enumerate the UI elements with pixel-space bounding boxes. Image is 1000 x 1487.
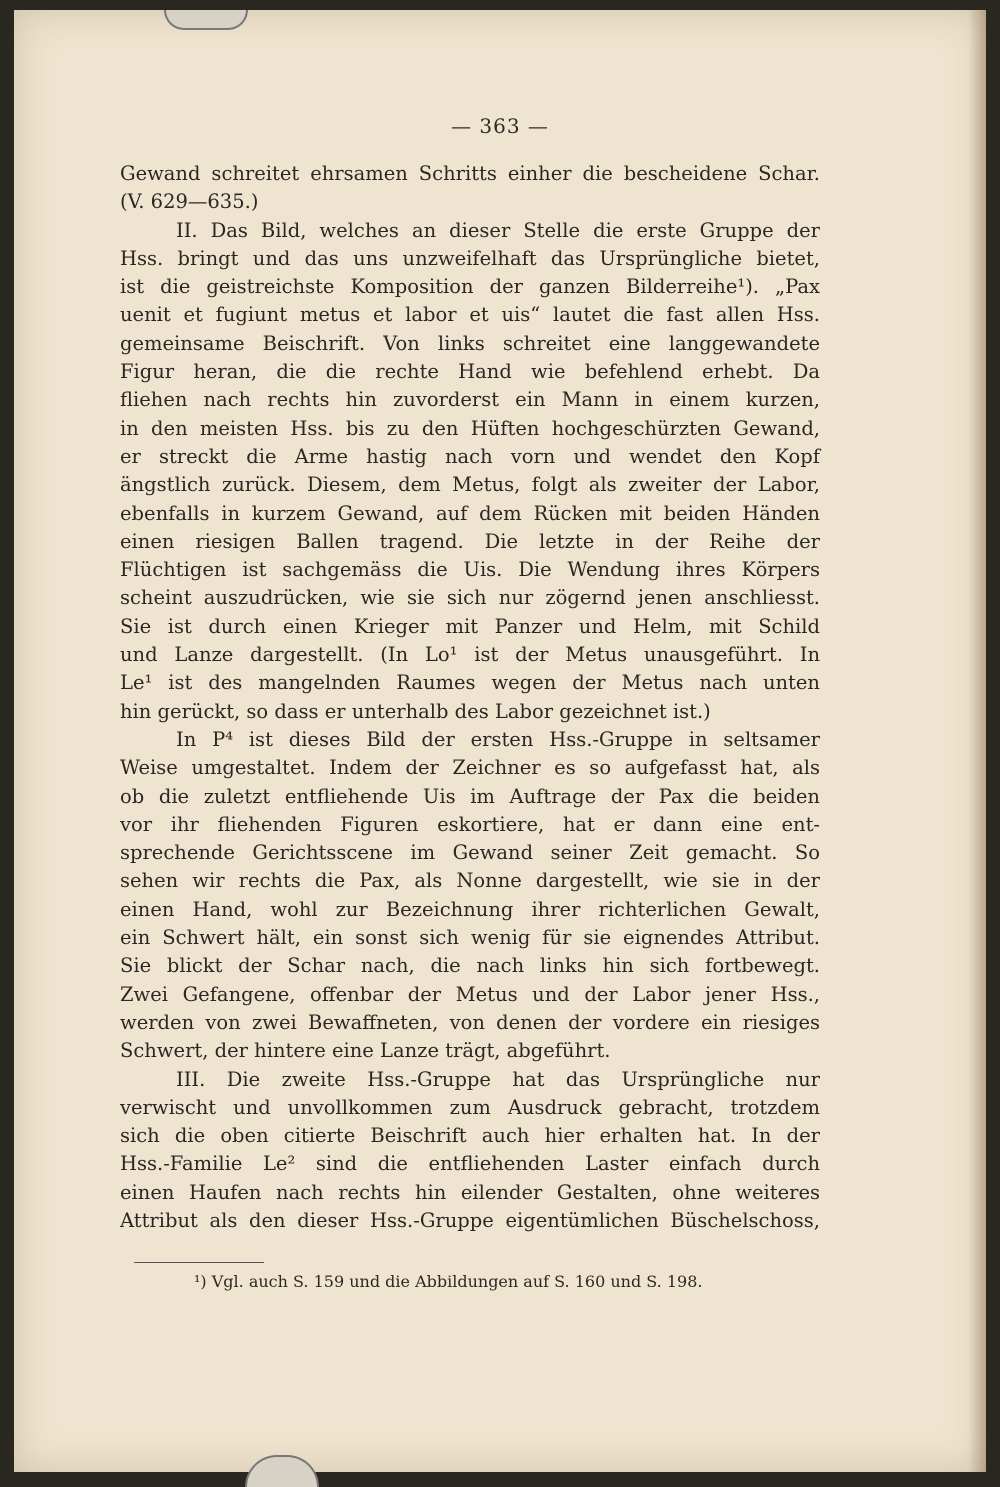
text-line: vor ihr fliehenden Figuren eskortiere, hat er dann eine ent-: [120, 812, 820, 836]
text-line: Le¹ ist des mangelnden Raumes wegen der Metus nach unten: [120, 671, 820, 695]
text-line: Sie blickt der Schar nach, die nach links hin sich fortbewegt.: [120, 954, 820, 978]
text-line: Weise umgestaltet. Indem der Zeichner es so aufgefasst hat, als: [120, 756, 820, 780]
text-line: ängstlich zurück. Diesem, dem Metus, folgt als zweiter der Labor,: [120, 473, 820, 497]
text-line: gemeinsame Beischrift. Von links schreitet eine langgewandete: [120, 331, 820, 355]
text-line: ebenfalls in kurzem Gewand, auf dem Rücken mit beiden Händen: [120, 501, 820, 525]
text-line: scheint auszudrücken, wie sie sich nur zögernd jenen anschliesst.: [120, 586, 820, 610]
text-line: Attribut als den dieser Hss.-Gruppe eigentümlichen Büschelschoss,: [120, 1208, 820, 1232]
text-line: In P⁴ ist dieses Bild der ersten Hss.-Gruppe in seltsamer: [176, 727, 820, 751]
text-line: ob die zuletzt entfliehende Uis im Auftrage der Pax die beiden: [120, 784, 820, 808]
page-spine-shadow: [968, 10, 986, 1472]
text-line: sich die oben citierte Beischrift auch hier erhalten hat. In der: [120, 1124, 820, 1148]
text-line: Hss.-Familie Le² sind die entfliehenden Laster einfach durch: [120, 1152, 820, 1176]
text-line: einen riesigen Ballen tragend. Die letzte in der Reihe der: [120, 529, 820, 553]
text-line: uenit et fugiunt metus et labor et uis“ lautet die fast allen Hss.: [120, 303, 820, 327]
text-line: III. Die zweite Hss.-Gruppe hat das Ursprüngliche nur: [176, 1067, 820, 1091]
text-line: ein Schwert hält, ein sonst sich wenig für sie eignendes Attribut.: [120, 926, 820, 950]
text-line: Hss. bringt und das uns unzweifelhaft das Ursprüngliche bietet,: [120, 246, 820, 270]
text-line: werden von zwei Bewaffneten, von denen der vordere ein riesiges: [120, 1010, 820, 1034]
text-line: sehen wir rechts die Pax, als Nonne dargestellt, wie sie in der: [120, 869, 820, 893]
text-line: einen Haufen nach rechts hin eilender Gestalten, ohne weiteres: [120, 1180, 820, 1204]
text-line: Zwei Gefangene, offenbar der Metus und der Labor jener Hss.,: [120, 982, 820, 1006]
text-line: II. Das Bild, welches an dieser Stelle die erste Gruppe der: [176, 218, 820, 242]
book-page: [14, 10, 986, 1472]
footnote-divider: [134, 1262, 264, 1263]
text-line: Flüchtigen ist sachgemäss die Uis. Die Wendung ihres Körpers: [120, 558, 820, 582]
page-clip-top: [164, 10, 248, 30]
text-line: ist die geistreichste Komposition der ganzen Bilderreihe¹). „Pax: [120, 275, 820, 299]
body-text: [120, 160, 820, 1235]
text-line: verwischt und unvollkommen zum Ausdruck gebracht, trotzdem: [120, 1095, 820, 1119]
footnote: ¹) Vgl. auch S. 159 und die Abbildungen auf S. 160 und S. 198.: [194, 1272, 703, 1291]
text-line: Schwert, der hintere eine Lanze trägt, abgeführt.: [120, 1039, 611, 1063]
text-line: und Lanze dargestellt. (In Lo¹ ist der Metus unausgeführt. In: [120, 643, 820, 667]
text-line: Figur heran, die die rechte Hand wie befehlend erhebt. Da: [120, 360, 820, 384]
text-line: in den meisten Hss. bis zu den Hüften hochgeschürzten Gewand,: [120, 416, 820, 440]
text-line: einen Hand, wohl zur Bezeichnung ihrer richterlichen Gewalt,: [120, 897, 820, 921]
page-number: — 363 —: [451, 114, 549, 138]
text-line: er streckt die Arme hastig nach vorn und wendet den Kopf: [120, 444, 820, 468]
text-line: hin gerückt, so dass er unterhalb des Labor gezeichnet ist.): [120, 699, 711, 723]
text-line: (V. 629—635.): [120, 190, 259, 214]
text-line: Gewand schreitet ehrsamen Schritts einher die bescheidene Schar.: [120, 162, 820, 185]
text-line: fliehen nach rechts hin zuvorderst ein Mann in einem kurzen,: [120, 388, 820, 412]
text-line: sprechende Gerichtsscene im Gewand seiner Zeit gemacht. So: [120, 841, 820, 865]
text-line: Sie ist durch einen Krieger mit Panzer und Helm, mit Schild: [120, 614, 820, 638]
